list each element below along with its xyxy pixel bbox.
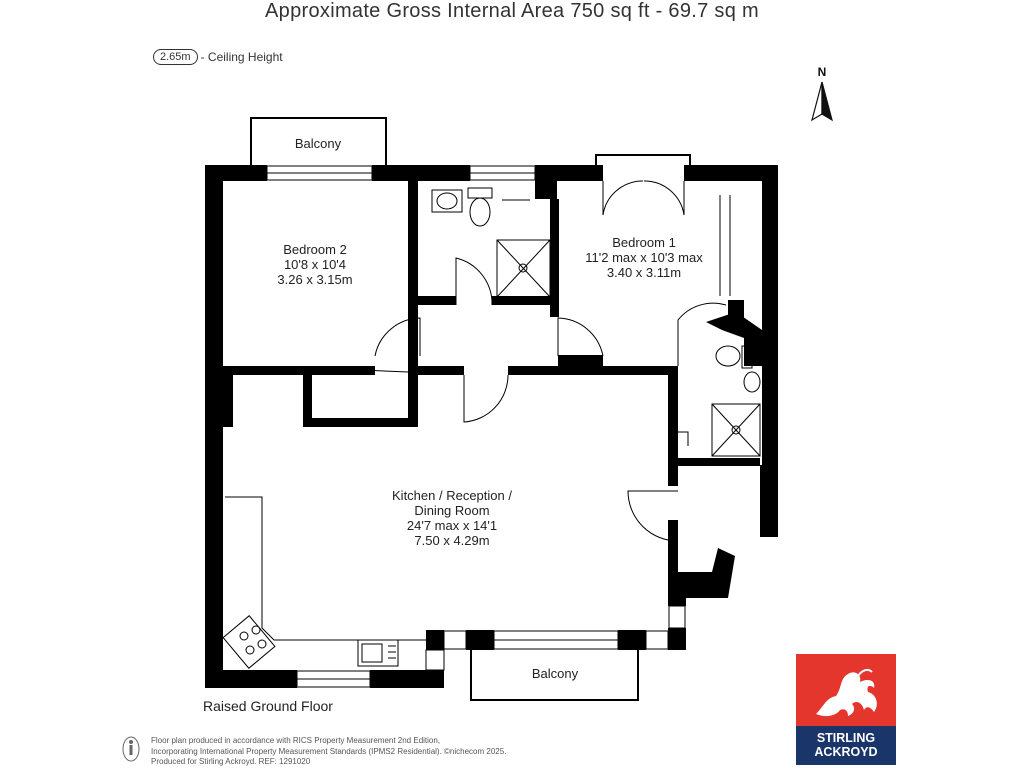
kitchen-label [372, 488, 532, 548]
kitchen-line2: Dining Room [414, 503, 490, 518]
bedroom1-imperial: 11'2 max x 10'3 max [585, 250, 703, 265]
ceiling-height-label: - Ceiling Height [200, 50, 283, 64]
footer-line2: Incorporating International Property Measurement Standards (IPMS2 Residential). ©nichecom 2025. [151, 746, 507, 756]
bedroom2-label [250, 242, 380, 287]
kitchen-line1: Kitchen / Reception / [392, 488, 512, 503]
kitchen-imperial: 24'7 max x 14'1 [406, 518, 498, 533]
footer-line3: Produced for Stirling Ackroyd. REF: 1291020 [151, 757, 311, 766]
griffin-emblem [796, 654, 896, 726]
logo-line2: ACKROYD [814, 745, 878, 759]
logo-text [796, 726, 896, 765]
area-title: Approximate Gross Internal Area 750 sq ft - 69.7 sq m [265, 0, 759, 22]
stirling-ackroyd-logo [796, 654, 896, 765]
ceiling-height-value: 2.65m [153, 49, 198, 65]
balcony-top-label: Balcony [294, 136, 342, 151]
north-label: N [817, 65, 827, 79]
balcony-bottom-label: Balcony [531, 666, 579, 681]
bedroom2-name: Bedroom 2 [283, 242, 347, 257]
logo-line1: STIRLING [816, 731, 876, 745]
person-info-icon [122, 734, 140, 762]
balconies [251, 118, 690, 700]
bedroom2-metric: 3.26 x 3.15m [277, 272, 353, 287]
bedroom1-label [569, 235, 719, 280]
kitchen-metric: 7.50 x 4.29m [414, 533, 490, 548]
griffin-icon [796, 654, 896, 726]
footer-line1: Floor plan produced in accordance with RICS Property Measurement 2nd Edition, [151, 736, 441, 745]
floor-label: Raised Ground Floor [203, 698, 333, 714]
bedroom1-name: Bedroom 1 [612, 235, 676, 250]
footer-text [151, 736, 506, 768]
bedroom1-metric: 3.40 x 3.11m [606, 265, 682, 280]
bedroom2-imperial: 10'8 x 10'4 [283, 257, 347, 272]
